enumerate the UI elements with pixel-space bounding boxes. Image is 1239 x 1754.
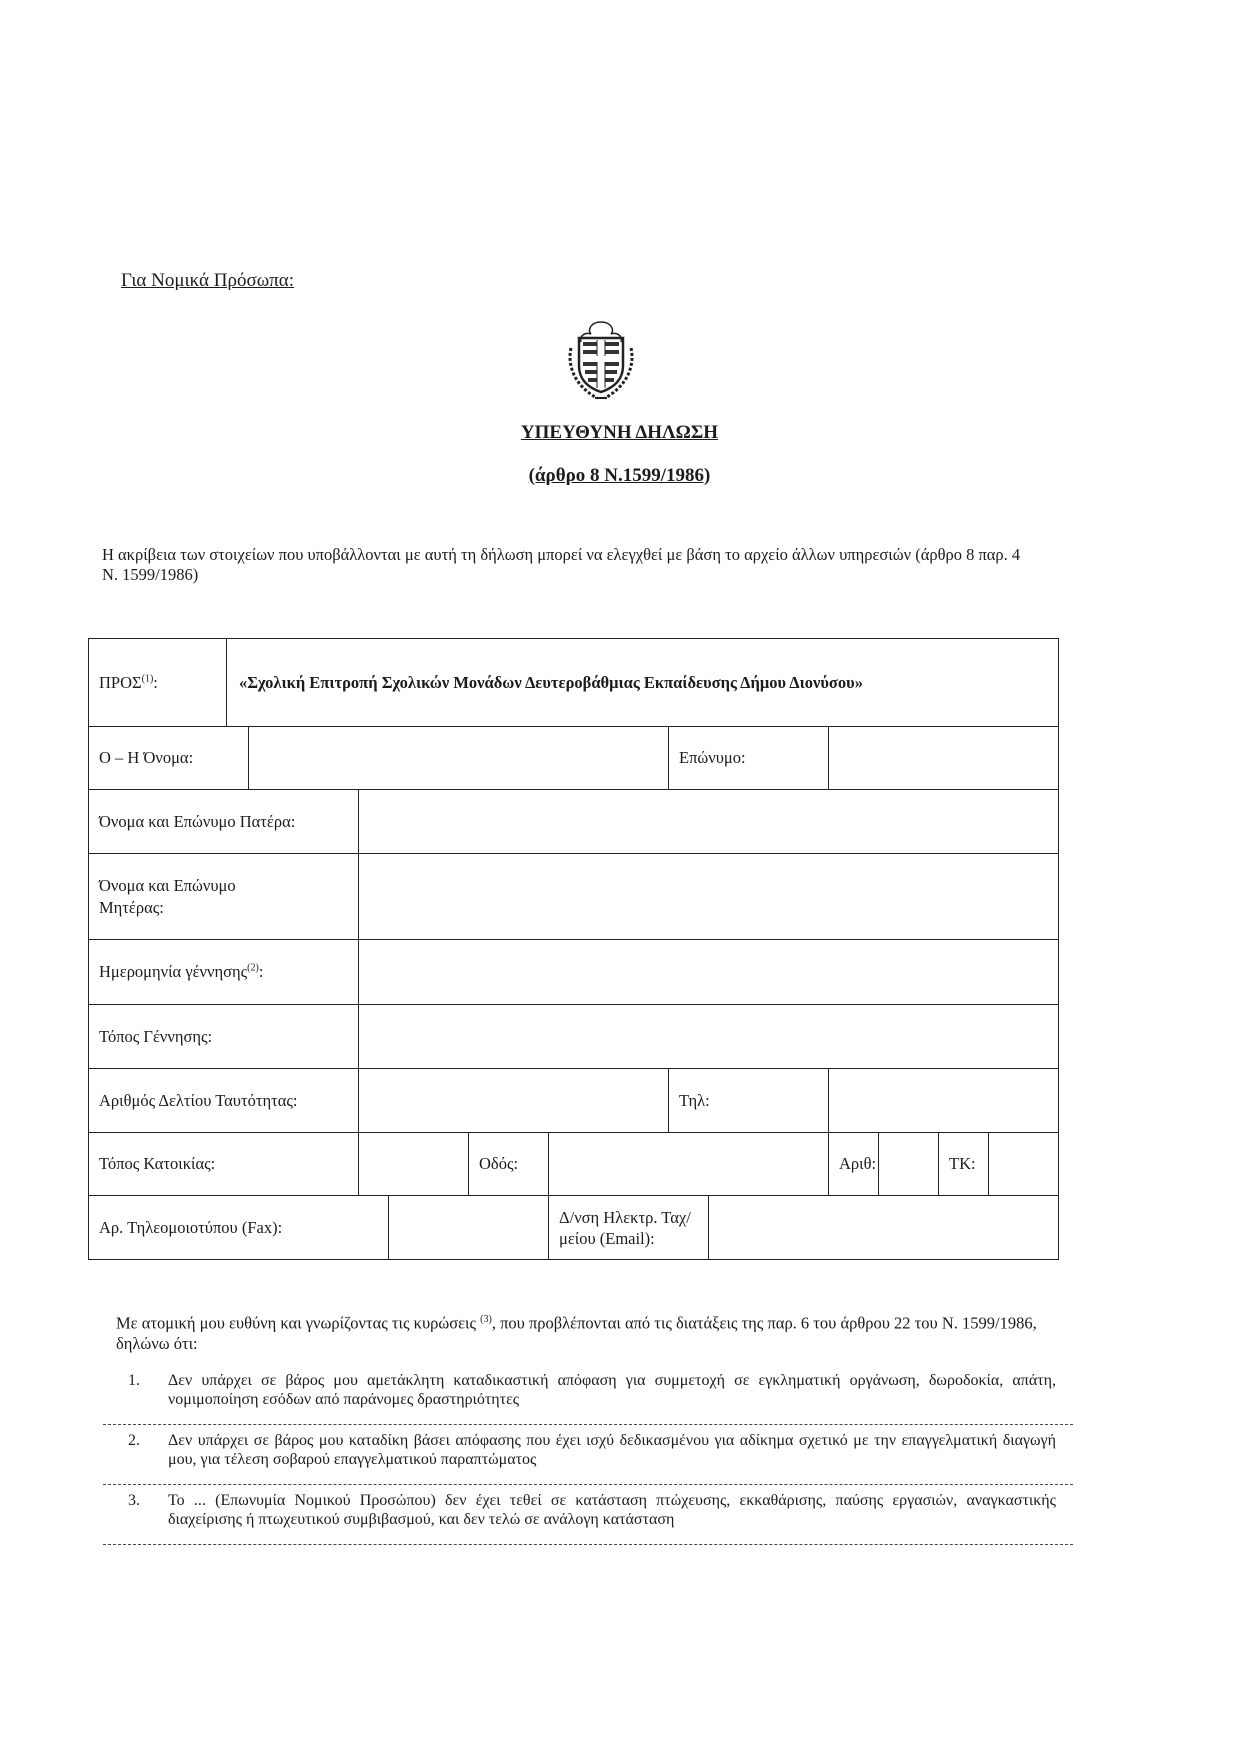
intro-note: Η ακρίβεια των στοιχείων που υποβάλλονται με αυτή τη δήλωση μπορεί να ελεγχθεί με βάση το αρχείο άλλων υπηρεσιών (άρθρο 8 παρ. 4 Ν. 1599/1986) [102, 545, 1021, 584]
declaration-item [128, 1431, 1056, 1469]
street-field[interactable] [549, 1133, 829, 1196]
mother-name-label: Όνομα και Επώνυμο Μητέρας: [89, 854, 359, 940]
name-label: Ο – Η Όνομα: [89, 727, 249, 790]
street-number-field[interactable] [879, 1133, 939, 1196]
id-number-field[interactable] [359, 1069, 669, 1133]
birth-place-field[interactable] [359, 1005, 1059, 1069]
section-heading: Για Νομικά Πρόσωπα: [121, 270, 295, 291]
fax-label: Αρ. Τηλεομοιοτύπου (Fax): [89, 1196, 389, 1260]
birth-date-field[interactable] [359, 940, 1059, 1005]
coat-of-arms-icon [561, 318, 641, 404]
residence-field[interactable] [359, 1133, 469, 1196]
surname-label: Επώνυμο: [669, 727, 829, 790]
mother-name-field[interactable] [359, 854, 1059, 940]
phone-label: Τηλ: [669, 1069, 829, 1133]
birth-place-label: Τόπος Γέννησης: [89, 1005, 359, 1069]
declaration-intro: Με ατομική μου ευθύνη και γνωρίζοντας τις κυρώσεις $^{(3)}$, που προβλέπονται από τις διατάξεις της παρ. 6 του άρθρου 22 του Ν. 1599/1986, δηλώνω ότι: [116, 1313, 1037, 1353]
email-label: Δ/νση Ηλεκτρ. Ταχ/μείου (Email): [549, 1196, 709, 1260]
recipient: «Σχολική Επιτροπή Σχολικών Μονάδων Δευτεροβάθμιας Εκπαίδευσης Δήμου Διονύσου» [227, 639, 1059, 727]
declaration-form [88, 638, 1059, 1260]
email-field[interactable] [709, 1196, 1059, 1260]
phone-field[interactable] [829, 1069, 1059, 1133]
item-text: Το ... (Επωνυμία Νομικού Προσώπου) δεν έχει τεθεί σε κατάσταση πτώχευσης, εκκαθάρισης, παύσης εργασιών, αναγκαστικής διαχείρισης ή πτωχευτικού συμβιβασμού, και δεν τελώ σε ανάλογη κατάσταση [168, 1492, 1056, 1528]
street-label: Οδός: [469, 1133, 549, 1196]
item-number: 1. [128, 1372, 140, 1389]
street-number-label: Αριθ: [829, 1133, 879, 1196]
surname-field[interactable] [829, 727, 1059, 790]
name-field[interactable] [249, 727, 669, 790]
father-name-label: Όνομα και Επώνυμο Πατέρα: [89, 790, 359, 854]
dashed-separator [103, 1424, 1073, 1425]
father-name-field[interactable] [359, 790, 1059, 854]
postal-code-label: ΤΚ: [939, 1133, 989, 1196]
law-reference: (άρθρο 8 Ν.1599/1986) [528, 465, 711, 486]
dashed-separator [103, 1544, 1073, 1545]
item-number: 3. [128, 1492, 140, 1509]
declaration-item [128, 1491, 1056, 1529]
fax-field[interactable] [389, 1196, 549, 1260]
document-title: ΥΠΕΥΘΥΝΗ ΔΗΛΩΣΗ [520, 422, 719, 443]
to-label: ΠΡΟΣ$^{(1)}$: [89, 639, 227, 727]
item-text: Δεν υπάρχει σε βάρος μου καταδίκη βάσει απόφασης που έχει ισχύ δεδικασμένου για αδίκημα σχετικό με την επαγγελματική διαγωγή μου, για τέλεση σοβαρού επαγγελματικού παραπτώματος [168, 1432, 1056, 1468]
item-number: 2. [128, 1432, 140, 1449]
postal-code-field[interactable] [989, 1133, 1059, 1196]
id-number-label: Αριθμός Δελτίου Ταυτότητας: [89, 1069, 359, 1133]
dashed-separator [103, 1484, 1073, 1485]
residence-label: Τόπος Κατοικίας: [89, 1133, 359, 1196]
item-text: Δεν υπάρχει σε βάρος μου αμετάκλητη καταδικαστική απόφαση για συμμετοχή σε εγκληματική οργάνωση, δωροδοκία, απάτη, νομιμοποίηση εσόδων από παράνομες δραστηριότητες [168, 1372, 1056, 1408]
birth-date-label: Ημερομηνία γέννησης$^{(2)}$: [89, 940, 359, 1005]
declaration-item [128, 1371, 1056, 1409]
